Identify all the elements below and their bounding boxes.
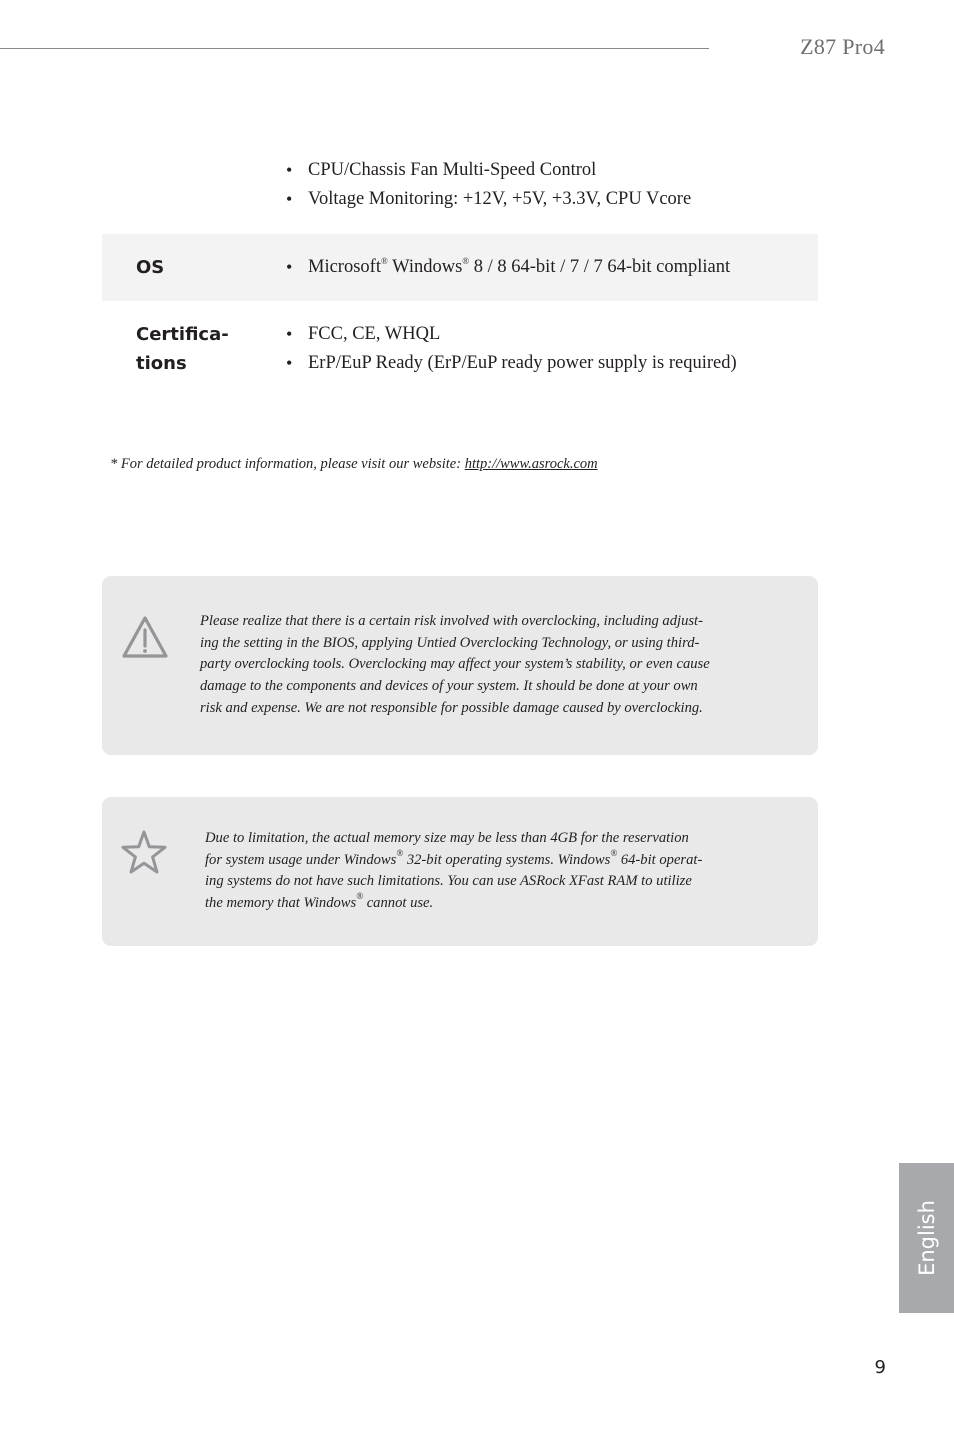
registered-mark: ® bbox=[610, 847, 618, 858]
spec-items-certifications bbox=[252, 320, 818, 401]
spec-item: • ErP/EuP Ready (ErP/EuP ready power supply is required) bbox=[286, 349, 818, 378]
notice-line: Due to limitation, the actual memory size may be less than 4GB for the reservation bbox=[205, 830, 689, 846]
footnote bbox=[110, 456, 598, 473]
spec-row-os bbox=[102, 234, 818, 301]
language-side-tab bbox=[899, 1163, 954, 1313]
warning-notice bbox=[102, 576, 818, 755]
registered-mark: ® bbox=[380, 256, 388, 266]
page-number: 9 bbox=[874, 1357, 886, 1378]
header-title: Z87 Pro4 bbox=[800, 34, 885, 59]
notice-line bbox=[205, 847, 765, 872]
notice-line: damage to the components and devices of your system. It should be done at your own bbox=[200, 678, 698, 695]
language-tab-label: English bbox=[914, 1200, 939, 1276]
text-part: cannot use. bbox=[363, 895, 434, 912]
os-text-part: Microsoft bbox=[308, 257, 381, 277]
os-text-part: 8 / 8 64-bit / 7 / 7 64-bit compliant bbox=[469, 257, 731, 277]
text-part: the memory that Windows bbox=[205, 895, 357, 912]
registered-mark: ® bbox=[396, 847, 404, 858]
label-line: Certifica- bbox=[136, 324, 229, 345]
spec-item: • CPU/Chassis Fan Multi-Speed Control bbox=[286, 156, 818, 185]
warning-notice-text bbox=[200, 611, 760, 720]
label-line: tions bbox=[136, 353, 187, 374]
footnote-text: * For detailed product information, please visit our website: bbox=[110, 456, 465, 472]
notice-line: ing the setting in the BIOS, applying Untied Overclocking Technology, or using third- bbox=[200, 634, 700, 651]
text-part: 32-bit operating systems. Windows bbox=[403, 851, 611, 868]
star-outline-icon bbox=[120, 829, 168, 880]
notice-line: party overclocking tools. Overclocking may affect your system’s stability, or even cause bbox=[200, 656, 710, 673]
spec-items-os bbox=[252, 253, 818, 282]
notice-line: Please realize that there is a certain risk involved with overclocking, including adjust- bbox=[200, 613, 703, 629]
spec-row-certifications bbox=[102, 301, 818, 401]
registered-mark: ® bbox=[356, 891, 364, 902]
spec-label-os: OS bbox=[136, 257, 165, 278]
spec-item: • FCC, CE, WHQL bbox=[286, 320, 818, 349]
warning-triangle-icon bbox=[121, 615, 169, 664]
spec-item: • Voltage Monitoring: +12V, +5V, +3.3V, CPU Vcore bbox=[286, 185, 818, 214]
website-link[interactable]: http://www.asrock.com bbox=[464, 456, 598, 472]
spec-items-fan bbox=[252, 156, 818, 234]
notice-line bbox=[205, 893, 765, 915]
notice-line: risk and expense. We are not responsible for possible damage caused by overclocking. bbox=[200, 699, 703, 716]
text-part: for system usage under Windows bbox=[205, 851, 397, 868]
text-part: 64-bit operat- bbox=[617, 851, 703, 868]
memory-notice-text bbox=[205, 828, 765, 915]
os-text-part: Windows bbox=[387, 257, 463, 277]
spec-table bbox=[102, 152, 818, 401]
spec-label-empty bbox=[102, 156, 252, 234]
spec-row-fan-control bbox=[102, 152, 818, 234]
header-rule bbox=[0, 48, 709, 49]
registered-mark: ® bbox=[462, 256, 470, 266]
memory-notice bbox=[102, 797, 818, 946]
spec-label-certifications bbox=[102, 320, 252, 401]
spec-item bbox=[286, 253, 818, 282]
notice-line: ing systems do not have such limitations. You can use ASRock XFast RAM to utilize bbox=[205, 873, 692, 890]
